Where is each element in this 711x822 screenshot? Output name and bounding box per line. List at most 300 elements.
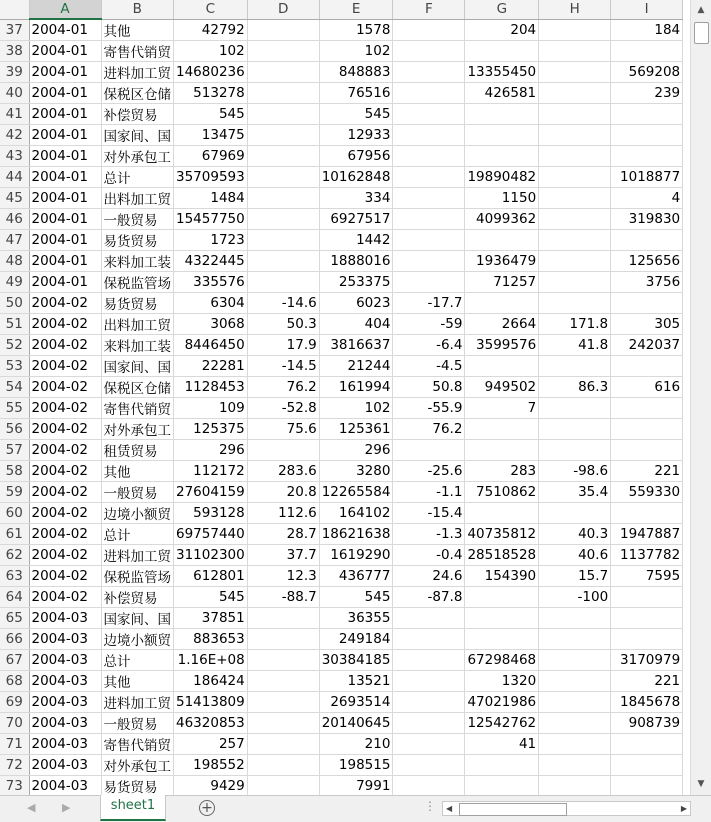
cell-i[interactable]: 1947887 — [611, 523, 683, 544]
cell-i[interactable]: 221 — [611, 670, 683, 691]
row-header[interactable]: 69 — [0, 691, 29, 712]
cell-h[interactable] — [539, 691, 611, 712]
cell-b[interactable]: 易货贸易 — [101, 775, 174, 795]
cell-e[interactable]: 12933 — [319, 124, 393, 145]
cell-g[interactable]: 1320 — [465, 670, 539, 691]
next-sheet-icon[interactable]: ▶ — [62, 801, 71, 814]
cell-d[interactable]: -14.5 — [247, 355, 319, 376]
column-header-b[interactable]: B — [101, 0, 174, 19]
cell-g[interactable] — [465, 502, 539, 523]
cell-d[interactable]: 28.7 — [247, 523, 319, 544]
cell-b[interactable]: 保税监管场 — [101, 271, 174, 292]
cell-f[interactable]: -87.8 — [393, 586, 465, 607]
select-all-corner[interactable] — [0, 0, 29, 19]
cell-i[interactable] — [611, 292, 683, 313]
cell-a[interactable]: 2004-03 — [29, 628, 101, 649]
cell-d[interactable] — [247, 670, 319, 691]
cell-h[interactable] — [539, 670, 611, 691]
cell-h[interactable]: 171.8 — [539, 313, 611, 334]
cell-h[interactable] — [539, 292, 611, 313]
cell-a[interactable]: 2004-03 — [29, 691, 101, 712]
cell-g[interactable] — [465, 418, 539, 439]
cell-a[interactable]: 2004-02 — [29, 565, 101, 586]
cell-b[interactable]: 总计 — [101, 523, 174, 544]
cell-e[interactable]: 296 — [319, 439, 393, 460]
cell-d[interactable]: 37.7 — [247, 544, 319, 565]
cell-c[interactable]: 35709593 — [174, 166, 248, 187]
cell-g[interactable]: 71257 — [465, 271, 539, 292]
cell-d[interactable] — [247, 40, 319, 61]
cell-i[interactable]: 305 — [611, 313, 683, 334]
cell-e[interactable]: 13521 — [319, 670, 393, 691]
cell-f[interactable] — [393, 208, 465, 229]
cell-h[interactable] — [539, 502, 611, 523]
cell-g[interactable]: 12542762 — [465, 712, 539, 733]
cell-h[interactable] — [539, 607, 611, 628]
cell-d[interactable] — [247, 439, 319, 460]
cell-b[interactable]: 国家间、国 — [101, 607, 174, 628]
cell-i[interactable] — [611, 397, 683, 418]
cell-h[interactable] — [539, 82, 611, 103]
cell-g[interactable]: 1150 — [465, 187, 539, 208]
cell-i[interactable] — [611, 775, 683, 795]
cell-g[interactable]: 19890482 — [465, 166, 539, 187]
cell-b[interactable]: 出料加工贸 — [101, 313, 174, 334]
cell-b[interactable]: 其他 — [101, 670, 174, 691]
cell-a[interactable]: 2004-02 — [29, 586, 101, 607]
cell-a[interactable]: 2004-02 — [29, 418, 101, 439]
cell-h[interactable] — [539, 61, 611, 82]
column-header-h[interactable]: H — [539, 0, 611, 19]
cell-g[interactable]: 3599576 — [465, 334, 539, 355]
cell-f[interactable] — [393, 82, 465, 103]
cell-a[interactable]: 2004-02 — [29, 439, 101, 460]
cell-i[interactable]: 4 — [611, 187, 683, 208]
cell-b[interactable]: 保税区仓储 — [101, 376, 174, 397]
cell-c[interactable]: 257 — [174, 733, 248, 754]
cell-h[interactable] — [539, 775, 611, 795]
cell-d[interactable] — [247, 649, 319, 670]
cell-c[interactable]: 31102300 — [174, 544, 248, 565]
cell-i[interactable] — [611, 586, 683, 607]
cell-f[interactable] — [393, 628, 465, 649]
cell-h[interactable] — [539, 166, 611, 187]
column-header-d[interactable]: D — [247, 0, 319, 19]
cell-f[interactable]: -25.6 — [393, 460, 465, 481]
row-header[interactable]: 50 — [0, 292, 29, 313]
row-header[interactable]: 47 — [0, 229, 29, 250]
cell-h[interactable] — [539, 208, 611, 229]
cell-f[interactable] — [393, 439, 465, 460]
cell-f[interactable] — [393, 271, 465, 292]
cell-a[interactable]: 2004-02 — [29, 523, 101, 544]
cell-g[interactable]: 949502 — [465, 376, 539, 397]
cell-d[interactable]: -52.8 — [247, 397, 319, 418]
cell-b[interactable]: 来料加工装 — [101, 250, 174, 271]
cell-b[interactable]: 一般贸易 — [101, 208, 174, 229]
cell-d[interactable] — [247, 166, 319, 187]
cell-f[interactable]: -4.5 — [393, 355, 465, 376]
triangle-left-icon[interactable]: ◀ — [446, 804, 453, 813]
cell-i[interactable] — [611, 355, 683, 376]
cell-g[interactable]: 204 — [465, 19, 539, 40]
cell-d[interactable] — [247, 754, 319, 775]
cell-d[interactable] — [247, 628, 319, 649]
cell-d[interactable]: 50.3 — [247, 313, 319, 334]
column-header-c[interactable]: C — [174, 0, 248, 19]
cell-f[interactable] — [393, 649, 465, 670]
cell-e[interactable]: 1888016 — [319, 250, 393, 271]
cell-a[interactable]: 2004-01 — [29, 82, 101, 103]
row-header[interactable]: 40 — [0, 82, 29, 103]
cell-b[interactable]: 出料加工贸 — [101, 187, 174, 208]
cell-g[interactable]: 28518528 — [465, 544, 539, 565]
cell-e[interactable]: 164102 — [319, 502, 393, 523]
row-header[interactable]: 42 — [0, 124, 29, 145]
cell-a[interactable]: 2004-03 — [29, 670, 101, 691]
cell-h[interactable] — [539, 250, 611, 271]
cell-d[interactable] — [247, 733, 319, 754]
horizontal-scroll-thumb[interactable] — [459, 803, 567, 816]
cell-i[interactable]: 908739 — [611, 712, 683, 733]
row-header[interactable]: 60 — [0, 502, 29, 523]
cell-c[interactable]: 883653 — [174, 628, 248, 649]
cell-a[interactable]: 2004-01 — [29, 229, 101, 250]
cell-b[interactable]: 易货贸易 — [101, 292, 174, 313]
cell-e[interactable]: 253375 — [319, 271, 393, 292]
cell-f[interactable]: -1.1 — [393, 481, 465, 502]
cell-f[interactable] — [393, 103, 465, 124]
row-header[interactable]: 73 — [0, 775, 29, 795]
cell-b[interactable]: 寄售代销贸 — [101, 733, 174, 754]
row-header[interactable]: 72 — [0, 754, 29, 775]
cell-a[interactable]: 2004-03 — [29, 649, 101, 670]
cell-e[interactable]: 18621638 — [319, 523, 393, 544]
cell-e[interactable]: 436777 — [319, 565, 393, 586]
cell-i[interactable]: 569208 — [611, 61, 683, 82]
cell-i[interactable]: 1137782 — [611, 544, 683, 565]
cell-i[interactable] — [611, 628, 683, 649]
cell-c[interactable]: 42792 — [174, 19, 248, 40]
row-header[interactable]: 68 — [0, 670, 29, 691]
cell-d[interactable]: -14.6 — [247, 292, 319, 313]
cell-c[interactable]: 1484 — [174, 187, 248, 208]
cell-f[interactable]: -55.9 — [393, 397, 465, 418]
row-header[interactable]: 41 — [0, 103, 29, 124]
cell-d[interactable]: 12.3 — [247, 565, 319, 586]
cell-a[interactable]: 2004-01 — [29, 103, 101, 124]
cell-h[interactable] — [539, 103, 611, 124]
cell-i[interactable] — [611, 124, 683, 145]
cell-i[interactable]: 221 — [611, 460, 683, 481]
cell-e[interactable]: 3816637 — [319, 334, 393, 355]
cell-b[interactable]: 对外承包工 — [101, 145, 174, 166]
cell-e[interactable]: 1619290 — [319, 544, 393, 565]
cell-a[interactable]: 2004-01 — [29, 145, 101, 166]
row-header[interactable]: 46 — [0, 208, 29, 229]
cell-c[interactable]: 1.16E+08 — [174, 649, 248, 670]
cell-e[interactable]: 249184 — [319, 628, 393, 649]
row-header[interactable]: 37 — [0, 19, 29, 40]
cell-c[interactable]: 102 — [174, 40, 248, 61]
cell-b[interactable]: 总计 — [101, 649, 174, 670]
row-header[interactable]: 64 — [0, 586, 29, 607]
column-header-e[interactable]: E — [319, 0, 393, 19]
cell-i[interactable]: 7595 — [611, 565, 683, 586]
cell-c[interactable]: 13475 — [174, 124, 248, 145]
cell-i[interactable] — [611, 40, 683, 61]
cell-i[interactable]: 125656 — [611, 250, 683, 271]
cell-g[interactable] — [465, 439, 539, 460]
cell-b[interactable]: 易货贸易 — [101, 229, 174, 250]
row-header[interactable]: 56 — [0, 418, 29, 439]
row-header[interactable]: 39 — [0, 61, 29, 82]
cell-f[interactable] — [393, 607, 465, 628]
cell-f[interactable] — [393, 754, 465, 775]
cell-a[interactable]: 2004-02 — [29, 292, 101, 313]
cell-a[interactable]: 2004-01 — [29, 208, 101, 229]
cell-b[interactable]: 来料加工装 — [101, 334, 174, 355]
cell-d[interactable] — [247, 250, 319, 271]
cell-f[interactable] — [393, 187, 465, 208]
row-header[interactable]: 45 — [0, 187, 29, 208]
cell-i[interactable]: 319830 — [611, 208, 683, 229]
cell-a[interactable]: 2004-02 — [29, 460, 101, 481]
cell-d[interactable] — [247, 775, 319, 795]
row-header[interactable]: 53 — [0, 355, 29, 376]
cell-e[interactable]: 404 — [319, 313, 393, 334]
cell-g[interactable]: 154390 — [465, 565, 539, 586]
cell-b[interactable]: 边境小额贸 — [101, 628, 174, 649]
cell-h[interactable] — [539, 712, 611, 733]
cell-c[interactable]: 109 — [174, 397, 248, 418]
cell-f[interactable] — [393, 670, 465, 691]
cell-a[interactable]: 2004-03 — [29, 733, 101, 754]
cell-g[interactable] — [465, 124, 539, 145]
cell-a[interactable]: 2004-02 — [29, 355, 101, 376]
cell-c[interactable]: 3068 — [174, 313, 248, 334]
cell-f[interactable]: -17.7 — [393, 292, 465, 313]
cell-g[interactable] — [465, 775, 539, 795]
cell-c[interactable]: 198552 — [174, 754, 248, 775]
cell-f[interactable]: -0.4 — [393, 544, 465, 565]
cell-i[interactable] — [611, 145, 683, 166]
cell-i[interactable]: 559330 — [611, 481, 683, 502]
cell-f[interactable] — [393, 19, 465, 40]
row-header[interactable]: 63 — [0, 565, 29, 586]
cell-f[interactable] — [393, 712, 465, 733]
cell-d[interactable]: 112.6 — [247, 502, 319, 523]
cell-g[interactable] — [465, 103, 539, 124]
cell-b[interactable]: 寄售代销贸 — [101, 40, 174, 61]
cell-c[interactable]: 1723 — [174, 229, 248, 250]
cell-g[interactable] — [465, 40, 539, 61]
cell-f[interactable]: -1.3 — [393, 523, 465, 544]
cell-c[interactable]: 14680236 — [174, 61, 248, 82]
cell-b[interactable]: 对外承包工 — [101, 754, 174, 775]
cell-g[interactable]: 426581 — [465, 82, 539, 103]
cell-a[interactable]: 2004-03 — [29, 712, 101, 733]
cell-c[interactable]: 112172 — [174, 460, 248, 481]
triangle-down-icon[interactable]: ▼ — [697, 779, 705, 789]
cell-h[interactable] — [539, 418, 611, 439]
triangle-right-icon[interactable]: ▶ — [680, 804, 687, 813]
cell-h[interactable]: -100 — [539, 586, 611, 607]
cell-g[interactable] — [465, 229, 539, 250]
cell-e[interactable]: 1578 — [319, 19, 393, 40]
cell-h[interactable] — [539, 187, 611, 208]
cell-d[interactable] — [247, 607, 319, 628]
cell-b[interactable]: 国家间、国 — [101, 355, 174, 376]
cell-e[interactable]: 545 — [319, 103, 393, 124]
cell-b[interactable]: 进料加工贸 — [101, 544, 174, 565]
cell-h[interactable]: 86.3 — [539, 376, 611, 397]
row-header[interactable]: 62 — [0, 544, 29, 565]
cell-f[interactable] — [393, 775, 465, 795]
cell-e[interactable]: 102 — [319, 397, 393, 418]
cell-e[interactable]: 334 — [319, 187, 393, 208]
cell-c[interactable]: 9429 — [174, 775, 248, 795]
cell-g[interactable]: 47021986 — [465, 691, 539, 712]
cell-b[interactable]: 寄售代销贸 — [101, 397, 174, 418]
cell-e[interactable]: 12265584 — [319, 481, 393, 502]
cell-c[interactable]: 37851 — [174, 607, 248, 628]
cell-g[interactable]: 2664 — [465, 313, 539, 334]
cell-e[interactable]: 1442 — [319, 229, 393, 250]
row-header[interactable]: 66 — [0, 628, 29, 649]
cell-g[interactable] — [465, 628, 539, 649]
cell-h[interactable] — [539, 355, 611, 376]
cell-a[interactable]: 2004-02 — [29, 376, 101, 397]
cell-a[interactable]: 2004-02 — [29, 334, 101, 355]
cell-c[interactable]: 6304 — [174, 292, 248, 313]
cell-c[interactable]: 125375 — [174, 418, 248, 439]
cell-g[interactable] — [465, 586, 539, 607]
cell-g[interactable] — [465, 355, 539, 376]
row-header[interactable]: 48 — [0, 250, 29, 271]
cell-b[interactable]: 边境小额贸 — [101, 502, 174, 523]
row-header[interactable]: 43 — [0, 145, 29, 166]
cell-e[interactable]: 3280 — [319, 460, 393, 481]
cell-a[interactable]: 2004-01 — [29, 271, 101, 292]
cell-f[interactable] — [393, 733, 465, 754]
cell-g[interactable]: 283 — [465, 460, 539, 481]
cell-f[interactable]: -6.4 — [393, 334, 465, 355]
cell-c[interactable]: 545 — [174, 586, 248, 607]
cell-b[interactable]: 保税监管场 — [101, 565, 174, 586]
cell-e[interactable]: 20140645 — [319, 712, 393, 733]
row-header[interactable]: 61 — [0, 523, 29, 544]
cell-h[interactable] — [539, 271, 611, 292]
cell-c[interactable]: 296 — [174, 439, 248, 460]
cell-c[interactable]: 15457750 — [174, 208, 248, 229]
cell-i[interactable] — [611, 418, 683, 439]
cell-d[interactable]: 17.9 — [247, 334, 319, 355]
cell-h[interactable]: 35.4 — [539, 481, 611, 502]
row-header[interactable]: 58 — [0, 460, 29, 481]
cell-a[interactable]: 2004-02 — [29, 481, 101, 502]
cell-e[interactable]: 36355 — [319, 607, 393, 628]
cell-a[interactable]: 2004-01 — [29, 187, 101, 208]
cell-e[interactable]: 848883 — [319, 61, 393, 82]
cell-b[interactable]: 补偿贸易 — [101, 586, 174, 607]
cell-d[interactable] — [247, 271, 319, 292]
cell-h[interactable] — [539, 229, 611, 250]
cell-d[interactable] — [247, 229, 319, 250]
cell-c[interactable]: 593128 — [174, 502, 248, 523]
cell-f[interactable] — [393, 145, 465, 166]
cell-i[interactable] — [611, 103, 683, 124]
row-header[interactable]: 54 — [0, 376, 29, 397]
cell-a[interactable]: 2004-01 — [29, 19, 101, 40]
cell-g[interactable]: 13355450 — [465, 61, 539, 82]
cell-h[interactable]: 40.6 — [539, 544, 611, 565]
cell-f[interactable] — [393, 166, 465, 187]
cell-h[interactable]: 41.8 — [539, 334, 611, 355]
cell-d[interactable] — [247, 82, 319, 103]
cell-i[interactable]: 239 — [611, 82, 683, 103]
cell-g[interactable] — [465, 145, 539, 166]
cell-d[interactable] — [247, 712, 319, 733]
cell-i[interactable] — [611, 502, 683, 523]
cell-e[interactable]: 76516 — [319, 82, 393, 103]
cell-h[interactable] — [539, 124, 611, 145]
cell-i[interactable] — [611, 733, 683, 754]
row-header[interactable]: 71 — [0, 733, 29, 754]
cell-c[interactable]: 1128453 — [174, 376, 248, 397]
cell-i[interactable]: 616 — [611, 376, 683, 397]
cell-h[interactable]: 15.7 — [539, 565, 611, 586]
cell-d[interactable]: 20.8 — [247, 481, 319, 502]
cell-c[interactable]: 27604159 — [174, 481, 248, 502]
row-header[interactable]: 44 — [0, 166, 29, 187]
cell-b[interactable]: 租赁贸易 — [101, 439, 174, 460]
cell-c[interactable]: 4322445 — [174, 250, 248, 271]
cell-f[interactable] — [393, 691, 465, 712]
cell-a[interactable]: 2004-03 — [29, 607, 101, 628]
row-header[interactable]: 70 — [0, 712, 29, 733]
cell-c[interactable]: 22281 — [174, 355, 248, 376]
cell-h[interactable] — [539, 397, 611, 418]
cell-d[interactable]: -88.7 — [247, 586, 319, 607]
cell-b[interactable]: 其他 — [101, 460, 174, 481]
cell-i[interactable] — [611, 607, 683, 628]
row-header[interactable]: 65 — [0, 607, 29, 628]
cell-d[interactable]: 75.6 — [247, 418, 319, 439]
triangle-up-icon[interactable]: ▲ — [697, 5, 705, 15]
cell-e[interactable]: 21244 — [319, 355, 393, 376]
column-header-i[interactable]: I — [611, 0, 683, 19]
cell-d[interactable] — [247, 61, 319, 82]
more-options-icon[interactable]: ⋮ — [424, 799, 436, 813]
cell-b[interactable]: 一般贸易 — [101, 481, 174, 502]
cell-d[interactable]: 283.6 — [247, 460, 319, 481]
cell-h[interactable] — [539, 628, 611, 649]
row-header[interactable]: 51 — [0, 313, 29, 334]
cell-c[interactable]: 612801 — [174, 565, 248, 586]
cell-f[interactable] — [393, 61, 465, 82]
cell-a[interactable]: 2004-02 — [29, 397, 101, 418]
cell-c[interactable]: 67969 — [174, 145, 248, 166]
cell-a[interactable]: 2004-03 — [29, 754, 101, 775]
cell-g[interactable]: 67298468 — [465, 649, 539, 670]
cell-h[interactable] — [539, 649, 611, 670]
cell-f[interactable] — [393, 250, 465, 271]
cell-e[interactable]: 102 — [319, 40, 393, 61]
cell-g[interactable]: 41 — [465, 733, 539, 754]
cell-d[interactable] — [247, 19, 319, 40]
cell-f[interactable]: -15.4 — [393, 502, 465, 523]
